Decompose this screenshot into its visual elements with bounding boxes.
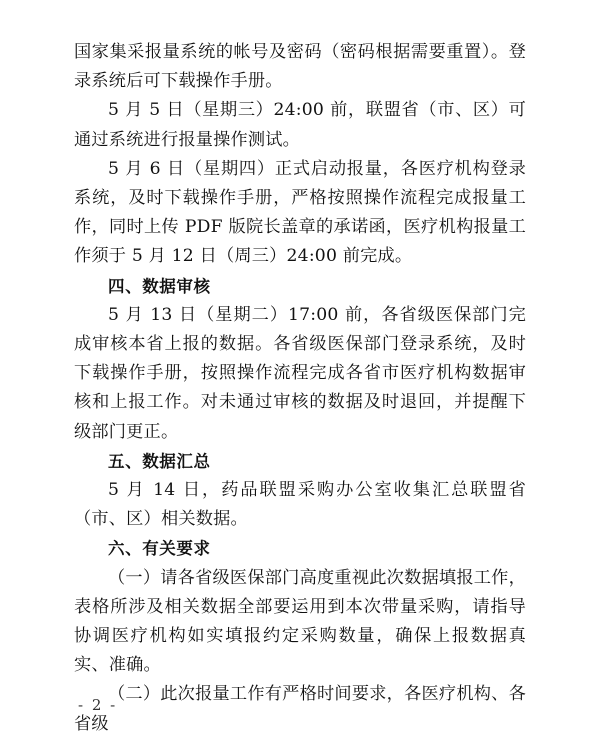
paragraph-may13-review: 5 月 13 日（星期二）17:00 前，各省级医保部门完成审核本省上报的数据。各省级医保部门登录系统，及时下载操作手册，按照操作流程完成各省市医疗机构数据审核和上报工作。对未通过审核的数据及时退回，并提醒下级部门更正。 — [74, 304, 526, 442]
paragraph-requirement-1: （一）请各省级医保部门高度重视此次数据填报工作，表格所涉及相关数据全部要运用到本次带量采购，请指导协调医疗机构如实填报约定采购数量，确保上报数据真实、准确。 — [74, 567, 526, 676]
paragraph-account-password: 国家集采报量系统的帐号及密码（密码根据需要重置）。登录系统后可下载操作手册。 — [74, 42, 526, 92]
page-number: - 2 - — [78, 696, 118, 714]
section-heading-data-summary: 五、数据汇总 — [108, 451, 211, 471]
section-heading-requirements: 六、有关要求 — [108, 539, 211, 559]
paragraph-may6-start: 5 月 6 日（星期四）正式启动报量，各医疗机构登录系统，及时下载操作手册，严格按照操作流程完成报量工作，同时上传 PDF 版院长盖章的承诺函，医疗机构报量工作须于 5 月 12 日（周三）24:00 前完成。 — [74, 158, 526, 267]
document-body — [74, 38, 526, 739]
paragraph-may14-summary: 5 月 14 日，药品联盟采购办公室收集汇总联盟省（市、区）相关数据。 — [74, 480, 526, 530]
paragraph-may5-test: 5 月 5 日（星期三）24:00 前，联盟省（市、区）可通过系统进行报量操作测试。 — [74, 100, 526, 150]
paragraph-requirement-2: （二）此次报量工作有严格时间要求，各医疗机构、各省级 — [74, 684, 526, 734]
section-heading-data-review: 四、数据审核 — [108, 276, 211, 296]
